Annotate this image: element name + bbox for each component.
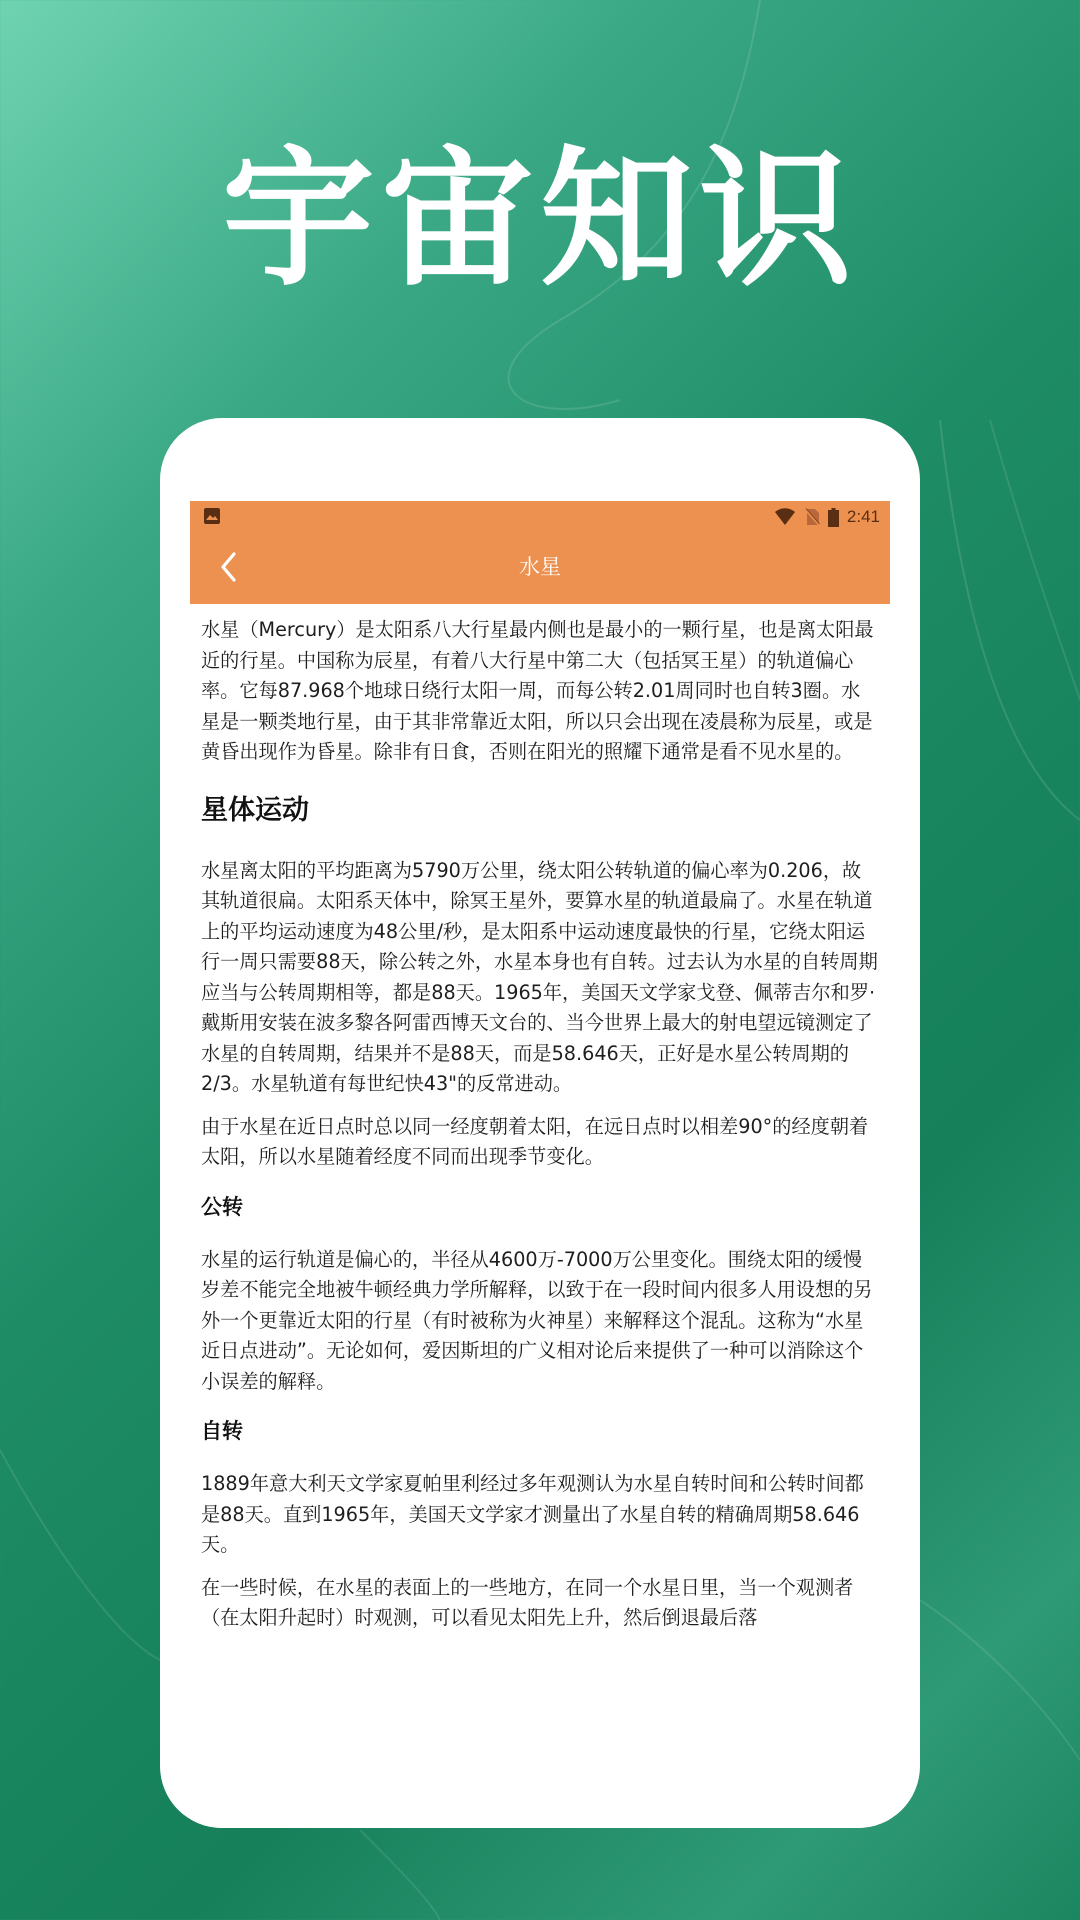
- app-screen: [190, 501, 890, 1828]
- article-paragraph: 水星离太阳的平均距离为5790万公里，绕太阳公转轨道的偏心率为0.206，故其轨道很扁。太阳系天体中，除冥王星外，要算水星的轨道最扁了。水星在轨道上的平均运动速度为48公里/秒，是太阳系中运动速度最快的行星，它绕太阳运行一周只需要88天，除公转之外，水星本身也有自转。过去认为水星的自转周期应当与公转周期相等，都是88天。1965年，美国天文学家戈登、佩蒂吉尔和罗·戴斯用安装在波多黎各阿雷西博天文台的、当今世界上最大的射电望远镜测定了水星的自转周期，结果并不是88天，而是58.646天，正好是水星公转周期的2/3。水星轨道有每世纪快43"的反常进动。: [201, 858, 878, 1095]
- page-title: 水星: [519, 555, 561, 579]
- status-icons: [774, 505, 880, 529]
- article-body: [190, 604, 890, 1634]
- status-time: 2:41: [846, 507, 880, 526]
- article-intro: 水星（Mercury）是太阳系八大行星最内侧也是最小的一颗行星，也是离太阳最近的行星。中国称为辰星，有着八大行星中第二大（包括冥王星）的轨道偏心率。它每87.968个地球日绕行太阳一周，而每公转2.01周同时也自转3圈。水星是一颗类地行星，由于其非常靠近太阳，所以只会出现在凌晨称为辰星，或是黄昏出现作为昏星。除非有日食，否则在阳光的照耀下通常是看不见水星的。: [201, 618, 874, 763]
- no-sim-icon: [804, 508, 820, 526]
- phone-frame: [160, 418, 920, 1828]
- promo-headline: 宇宙知识: [221, 133, 859, 307]
- wifi-icon: [774, 508, 796, 526]
- article-paragraph: 由于水星在近日点时总以同一经度朝着太阳，在远日点时以相差90°的经度朝着太阳，所以水星随着经度不同而出现季节变化。: [201, 1114, 869, 1168]
- article-paragraph: 水星的运行轨道是偏心的，半径从4600万-7000万公里变化。围绕太阳的缓慢岁差不能完全地被牛顿经典力学所解释，以致于在一段时间内很多人用设想的另外一个更靠近太阳的行星（有时被称为火神星）来解释这个混乱。这称为“水星近日点进动”。无论如何，爱因斯坦的广义相对论后来提供了一种可以消除这个小误差的解释。: [201, 1247, 873, 1393]
- article-paragraph: 在一些时候，在水星的表面上的一些地方，在同一个水星日里，当一个观测者（在太阳升起时）时观测，可以看见太阳先上升，然后倒退最后落: [201, 1575, 854, 1629]
- battery-icon: [828, 508, 839, 527]
- section-heading: 星体运动: [201, 794, 309, 826]
- status-bar: [190, 501, 890, 533]
- article-paragraph: 1889年意大利天文学家夏帕里利经过多年观测认为水星自转时间和公转时间都是88天。直到1965年，美国天文学家才测量出了水星自转的精确周期58.646天。: [201, 1472, 864, 1556]
- app-bar: [190, 501, 890, 604]
- section-heading: 自转: [201, 1419, 243, 1443]
- toolbar: [190, 533, 890, 604]
- image-notification-icon: [204, 508, 220, 524]
- section-heading: 公转: [201, 1194, 243, 1219]
